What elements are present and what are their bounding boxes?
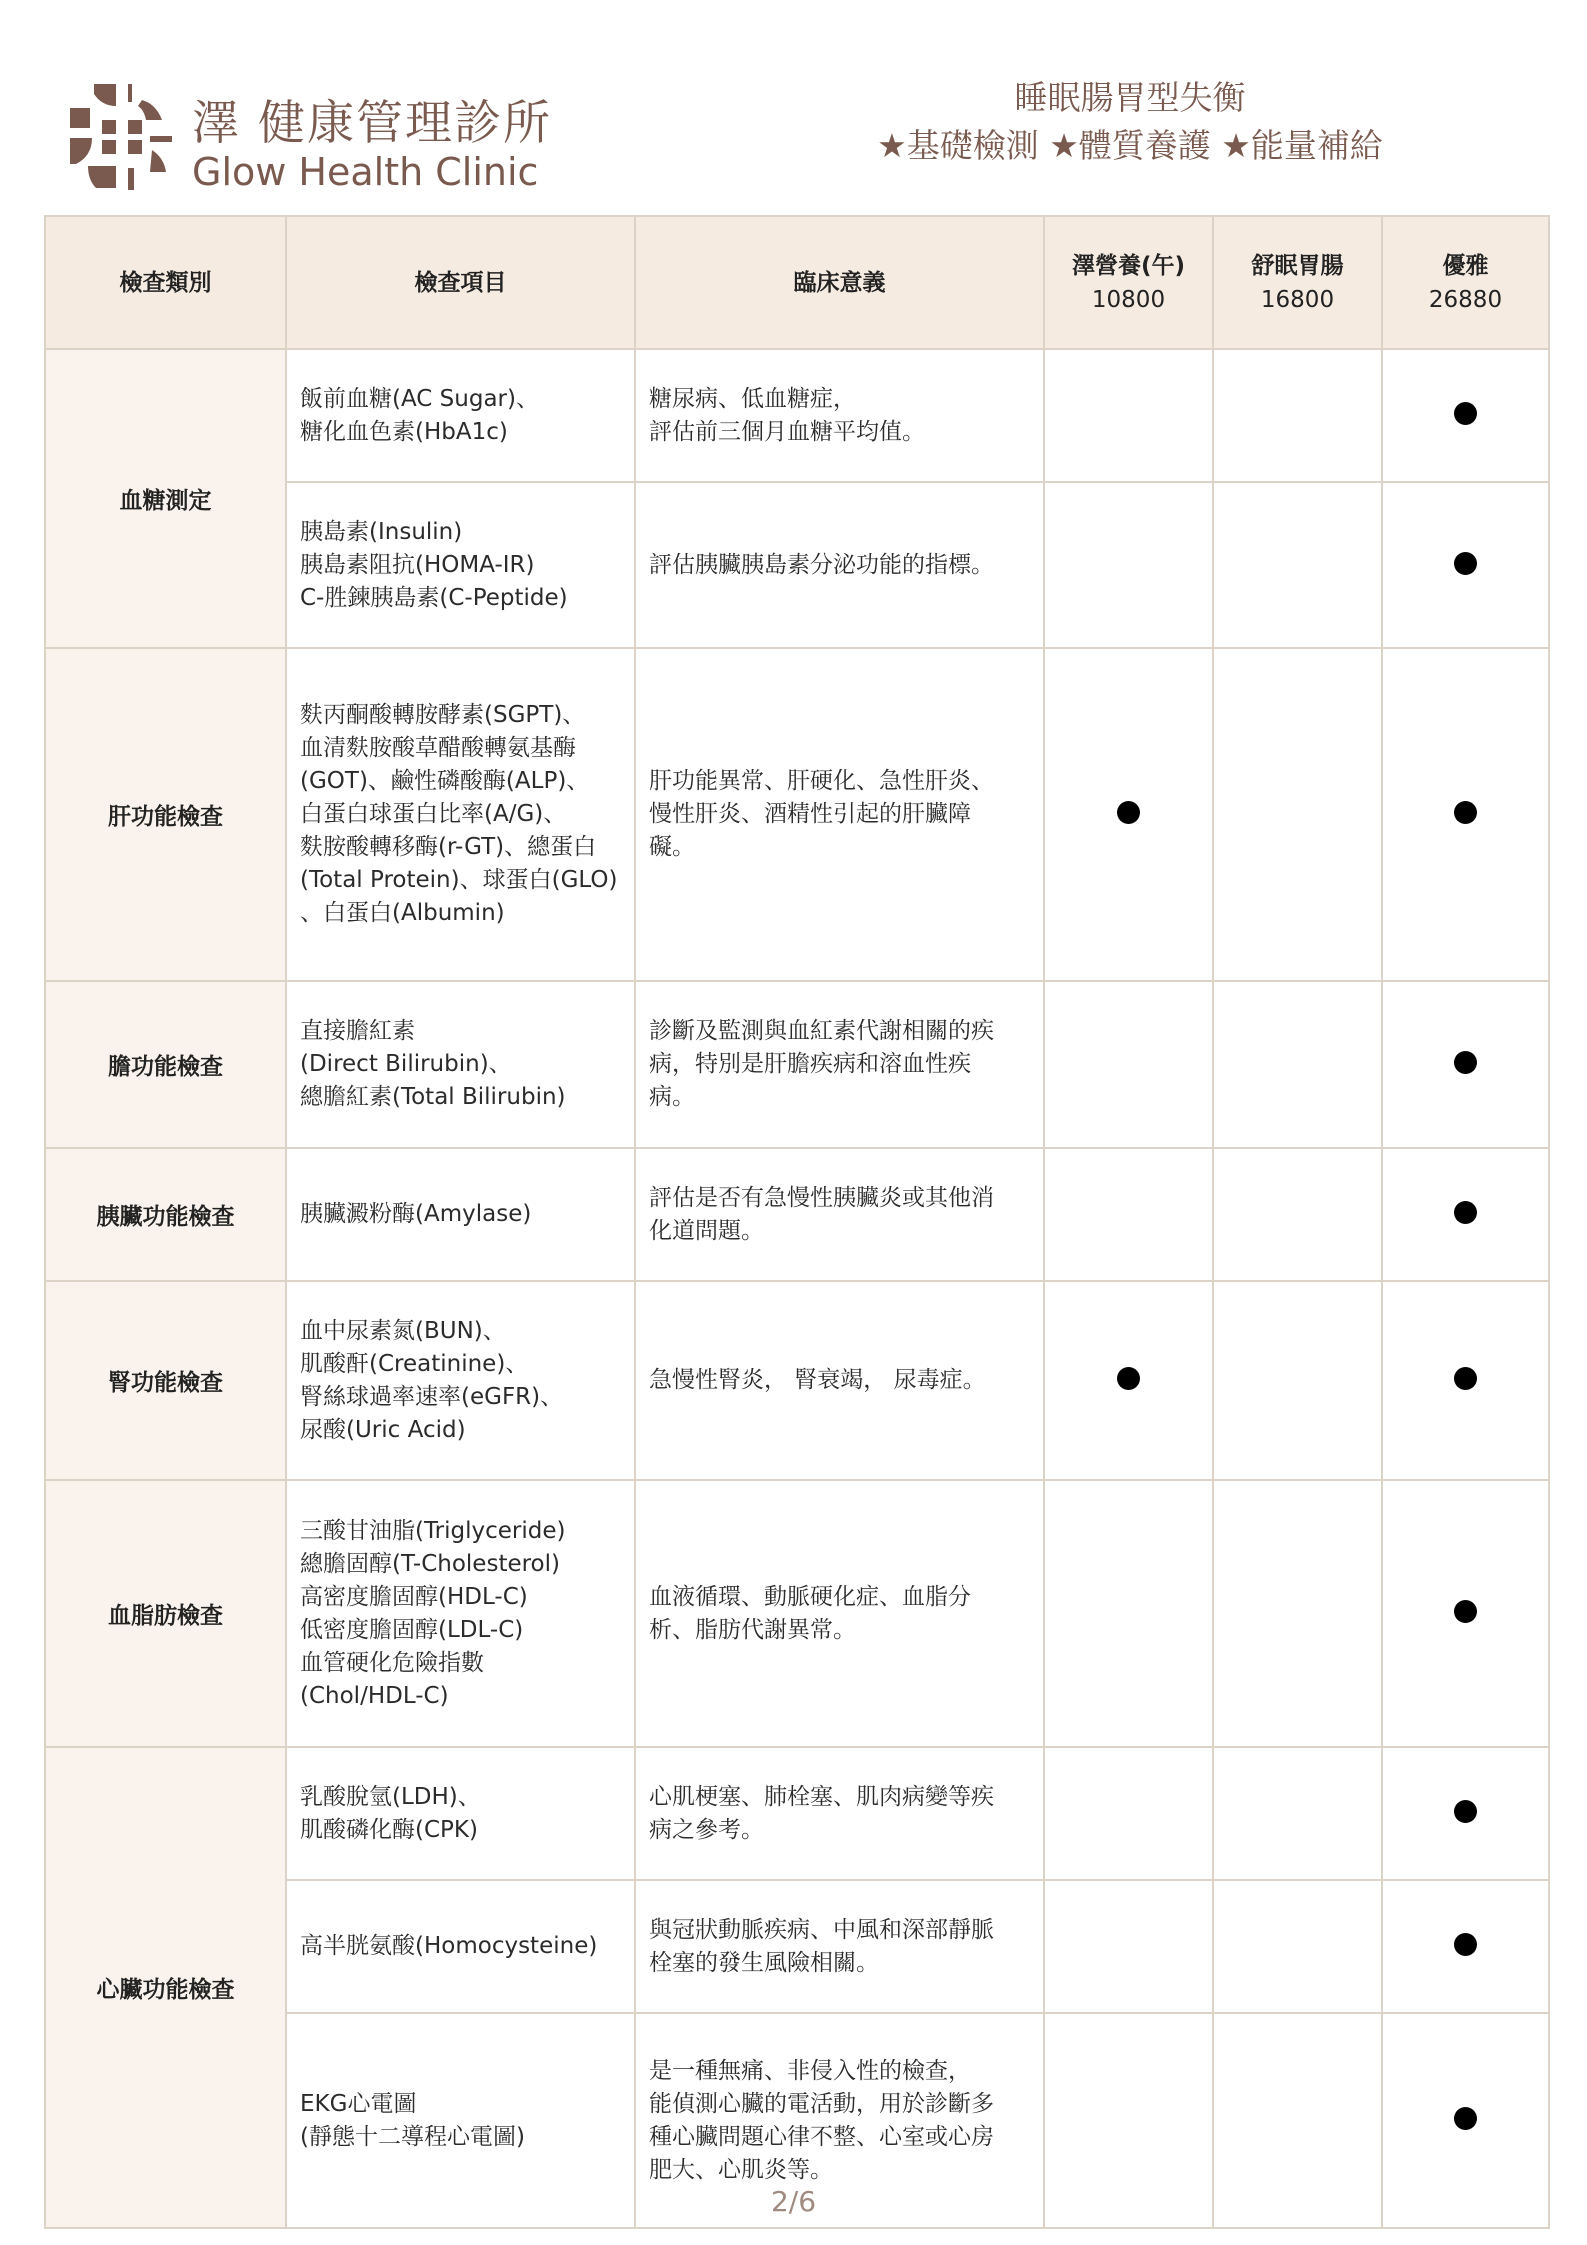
item-line: (Chol/HDL-C) <box>300 1682 449 1709</box>
header-plan-1 <box>1044 216 1213 349</box>
plan-cell <box>1044 1281 1213 1480</box>
checkup-table <box>44 215 1550 2229</box>
clinic-name-en: Glow Health Clinic <box>192 150 539 194</box>
table-row <box>45 1281 1549 1480</box>
item-line: EKG心電圖 <box>300 2090 417 2117</box>
item-line: 直接膽紅素 <box>300 1018 415 1044</box>
item-line: 白蛋白球蛋白比率(A/G)、 <box>300 801 567 827</box>
plan-cell <box>1044 1880 1213 2013</box>
item-line: 血清麩胺酸草醋酸轉氨基酶 <box>300 735 576 761</box>
category-cell: 血糖測定 <box>45 349 286 648</box>
meaning-line: 病。 <box>649 1084 695 1110</box>
header-plan-3 <box>1382 216 1549 349</box>
meaning-line: 診斷及監測與血紅素代謝相關的疾 <box>649 1018 994 1044</box>
item-cell <box>286 349 635 482</box>
meaning-line: 評估是否有急慢性胰臟炎或其他消 <box>649 1184 994 1211</box>
item-cell <box>286 1148 635 1281</box>
plan-cell <box>1044 349 1213 482</box>
category-cell: 肝功能檢查 <box>45 648 286 981</box>
item-line: 肌酸酐(Creatinine)、 <box>300 1350 529 1377</box>
meaning-line: 急慢性腎炎， 腎衰竭， 尿毒症。 <box>649 1367 986 1393</box>
meaning-line: 與冠狀動脈疾病、中風和深部靜脈 <box>649 1916 994 1943</box>
plan-1-name: 澤營養(午) <box>1071 252 1186 279</box>
meaning-cell <box>635 1480 1044 1747</box>
meaning-cell <box>635 349 1044 482</box>
plan-cell <box>1044 1148 1213 1281</box>
plan-cell <box>1044 482 1213 648</box>
item-line: 胰島素(Insulin) <box>300 518 463 545</box>
item-line: (Total Protein)、球蛋白(GLO) <box>300 867 618 893</box>
included-bullet-icon <box>1454 402 1477 425</box>
header-meaning: 臨床意義 <box>635 216 1044 349</box>
included-bullet-icon <box>1117 801 1140 824</box>
meaning-cell <box>635 981 1044 1148</box>
item-cell <box>286 1281 635 1480</box>
plan-cell <box>1213 1281 1382 1480</box>
item-line: 麩丙酮酸轉胺酵素(SGPT)、 <box>300 702 586 728</box>
table-row <box>45 1747 1549 1880</box>
meaning-line: 析、脂肪代謝異常。 <box>649 1616 856 1643</box>
included-bullet-icon <box>1454 801 1477 824</box>
clinic-name-zh: 澤 健康管理診所 <box>192 96 552 151</box>
meaning-line: 糖尿病、低血糖症， <box>649 385 856 412</box>
table-row <box>45 1148 1549 1281</box>
included-bullet-icon <box>1454 1600 1477 1623</box>
item-cell <box>286 1880 635 2013</box>
plan-cell <box>1213 349 1382 482</box>
plan-cell <box>1044 648 1213 981</box>
table-row <box>45 648 1549 981</box>
item-line: (靜態十二導程心電圖) <box>300 2123 525 2150</box>
meaning-cell <box>635 482 1044 648</box>
meaning-cell <box>635 1747 1044 1880</box>
item-line: 胰臟澱粉酶(Amylase) <box>300 1201 532 1227</box>
plan-1-price: 10800 <box>1091 286 1166 313</box>
meaning-line: 評估胰臟胰島素分泌功能的指標。 <box>649 551 994 578</box>
plan-cell <box>1382 648 1549 981</box>
item-line: 總膽紅素(Total Bilirubin) <box>300 1084 566 1110</box>
item-cell <box>286 1480 635 1747</box>
item-line: 飯前血糖(AC Sugar)、 <box>300 385 539 412</box>
meaning-line: 栓塞的發生風險相關。 <box>649 1949 879 1976</box>
header-category: 檢查類別 <box>45 216 286 349</box>
plan-cell <box>1382 1148 1549 1281</box>
included-bullet-icon <box>1454 1800 1477 1823</box>
item-cell <box>286 981 635 1148</box>
item-line: 總膽固醇(T-Cholesterol) <box>300 1550 560 1577</box>
category-cell: 血脂肪檢查 <box>45 1480 286 1747</box>
included-bullet-icon <box>1454 1201 1477 1224</box>
plan-cell <box>1213 1480 1382 1747</box>
page-number: 2/6 <box>770 2185 817 2218</box>
table-row <box>45 1480 1549 1747</box>
meaning-line: 能偵測心臟的電活動，用於診斷多 <box>649 2090 994 2117</box>
plan-cell <box>1382 349 1549 482</box>
meaning-line: 病，特別是肝膽疾病和溶血性疾 <box>649 1051 971 1077</box>
plan-cell <box>1213 1148 1382 1281</box>
item-line: 肌酸磷化酶(CPK) <box>300 1816 478 1843</box>
plan-2-price: 16800 <box>1260 286 1335 313</box>
item-cell <box>286 482 635 648</box>
item-line: (Direct Bilirubin)、 <box>300 1051 512 1077</box>
meaning-cell <box>635 1148 1044 1281</box>
item-line: 胰島素阻抗(HOMA-IR) <box>300 551 535 578</box>
included-bullet-icon <box>1454 2107 1477 2130</box>
meaning-cell <box>635 1880 1044 2013</box>
category-cell: 胰臟功能檢查 <box>45 1148 286 1281</box>
meaning-line: 病之參考。 <box>649 1816 764 1843</box>
item-line: 糖化血色素(HbA1c) <box>300 418 508 445</box>
item-line: 、白蛋白(Albumin) <box>300 900 505 926</box>
item-line: 血中尿素氮(BUN)、 <box>300 1317 506 1344</box>
meaning-line: 慢性肝炎、酒精性引起的肝臟障 <box>649 801 971 827</box>
plan-cell <box>1382 1281 1549 1480</box>
plan-3-name: 優雅 <box>1442 252 1489 279</box>
item-line: C-胜鍊胰島素(C-Peptide) <box>300 584 568 611</box>
meaning-line: 血液循環、動脈硬化症、血脂分 <box>649 1583 971 1610</box>
item-line: 麩胺酸轉移酶(r-GT)、總蛋白 <box>300 834 597 860</box>
clinic-logo-icon <box>66 80 178 192</box>
page-header <box>0 0 1587 215</box>
plan-cell <box>1213 1880 1382 2013</box>
included-bullet-icon <box>1454 552 1477 575</box>
included-bullet-icon <box>1117 1367 1140 1390</box>
plan-cell <box>1213 981 1382 1148</box>
plan-cell <box>1044 1747 1213 1880</box>
plan-cell <box>1044 981 1213 1148</box>
package-title: 睡眠腸胃型失衡 <box>1014 78 1246 117</box>
included-bullet-icon <box>1454 1367 1477 1390</box>
table-row <box>45 349 1549 482</box>
meaning-line: 肝功能異常、肝硬化、急性肝炎、 <box>649 768 994 794</box>
item-line: 低密度膽固醇(LDL-C) <box>300 1616 524 1643</box>
meaning-cell <box>635 1281 1044 1480</box>
category-cell: 心臟功能檢查 <box>45 1747 286 2228</box>
item-line: 高半胱氨酸(Homocysteine) <box>300 1933 598 1959</box>
item-cell <box>286 648 635 981</box>
plan-3-price: 26880 <box>1428 286 1503 313</box>
item-cell <box>286 1747 635 1880</box>
category-cell: 膽功能檢查 <box>45 981 286 1148</box>
meaning-line: 種心臟問題心律不整、心室或心房 <box>649 2123 994 2150</box>
item-line: 尿酸(Uric Acid) <box>300 1416 466 1443</box>
plan-cell <box>1382 1480 1549 1747</box>
meaning-line: 肥大、心肌炎等。 <box>649 2156 833 2183</box>
item-line: 三酸甘油脂(Triglyceride) <box>300 1517 566 1544</box>
meaning-line: 化道問題。 <box>649 1217 764 1244</box>
meaning-line: 是一種無痛、非侵入性的檢查， <box>649 2057 971 2084</box>
item-line: 乳酸脫氫(LDH)、 <box>300 1783 481 1810</box>
included-bullet-icon <box>1454 1051 1477 1074</box>
plan-cell <box>1044 1480 1213 1747</box>
item-line: (GOT)、鹼性磷酸酶(ALP)、 <box>300 768 590 794</box>
plan-cell <box>1382 981 1549 1148</box>
category-cell: 腎功能檢查 <box>45 1281 286 1480</box>
table-header-row <box>45 216 1549 349</box>
plan-2-name: 舒眠胃腸 <box>1251 252 1344 279</box>
table-row <box>45 981 1549 1148</box>
meaning-line: 評估前三個月血糖平均值。 <box>649 418 925 445</box>
plan-cell <box>1382 1747 1549 1880</box>
meaning-cell <box>635 648 1044 981</box>
meaning-line: 礙。 <box>649 834 695 860</box>
plan-cell <box>1382 482 1549 648</box>
header-plan-2 <box>1213 216 1382 349</box>
item-line: 腎絲球過率速率(eGFR)、 <box>300 1383 564 1410</box>
plan-cell <box>1382 1880 1549 2013</box>
plan-cell <box>1213 1747 1382 1880</box>
plan-cell <box>1213 648 1382 981</box>
plan-cell <box>1213 482 1382 648</box>
header-item: 檢查項目 <box>286 216 635 349</box>
meaning-line: 心肌梗塞、肺栓塞、肌肉病變等疾 <box>649 1783 994 1810</box>
package-subtitle: ★基礎檢測 ★體質養護 ★能量補給 <box>877 126 1383 165</box>
item-line: 高密度膽固醇(HDL-C) <box>300 1583 528 1610</box>
item-line: 血管硬化危險指數 <box>300 1649 484 1676</box>
included-bullet-icon <box>1454 1933 1477 1956</box>
